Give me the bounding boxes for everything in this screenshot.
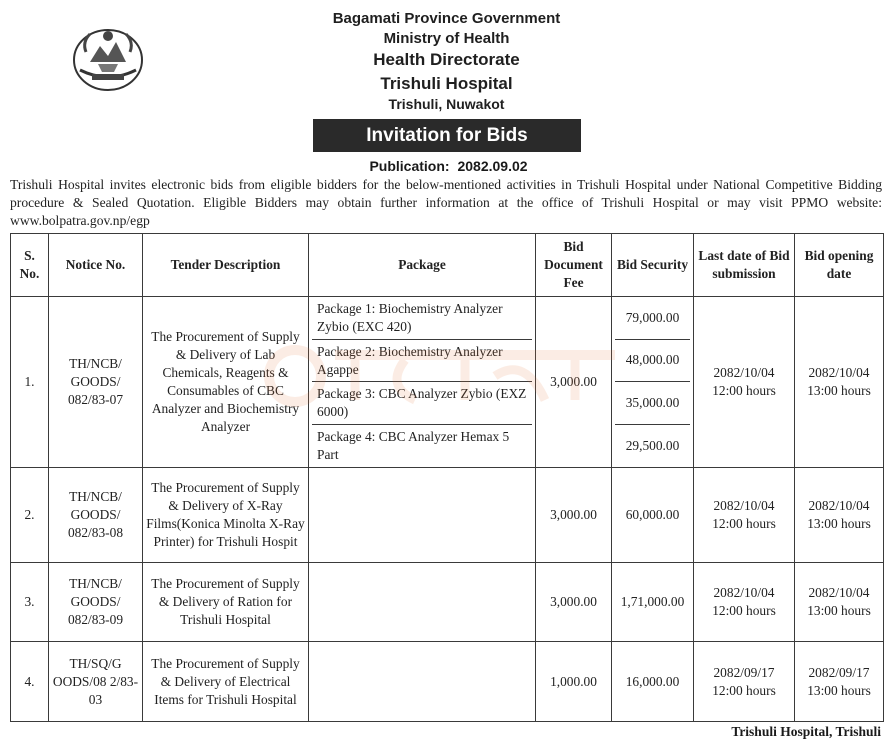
- intro-paragraph: Trishuli Hospital invites electronic bids from eligible bidders for the below-mentioned activities in Trishuli Hospital under National Competitive Bidding procedure & Sealed Quotation. Eligible Bidders may obtain further information at the office of Trishuli Hospital or may visit PPMO website: www.bolpatra.gov.np/egp: [10, 177, 882, 228]
- footer-signature: Trishuli Hospital, Trishuli: [731, 724, 881, 739]
- row-desc: The Procurement of Supply & Delivery of Electrical Items for Trishuli Hospital: [143, 642, 309, 722]
- open-time: 13:00 hours: [807, 603, 871, 618]
- open-date: 2082/10/04: [808, 585, 870, 600]
- province-name: Bagamati Province Government: [332, 10, 561, 27]
- security-item: 48,000.00: [615, 340, 690, 383]
- package-item: Package 3: CBC Analyzer Zybio (EXZ 6000): [312, 382, 532, 425]
- header-security: Bid Security: [612, 234, 694, 297]
- row-last-date: [694, 563, 795, 642]
- header-desc: Tender Description: [143, 234, 309, 297]
- header-opening: Bid opening date: [795, 234, 884, 297]
- row-sn: 1.: [11, 297, 49, 468]
- last-date: 2082/10/04: [713, 498, 775, 513]
- row-last-date: [694, 468, 795, 563]
- row-sn: 3.: [11, 563, 49, 642]
- row-fee: 3,000.00: [536, 468, 612, 563]
- last-time: 12:00 hours: [712, 603, 776, 618]
- row-notice: TH/NCB/ GOODS/ 082/83-07: [49, 297, 143, 468]
- row-security: 1,71,000.00: [612, 563, 694, 642]
- hospital-name: Trishuli Hospital: [380, 74, 513, 93]
- open-time: 13:00 hours: [807, 682, 871, 698]
- row-notice: TH/SQ/G OODS/08 2/83-03: [49, 642, 143, 722]
- table-row: [11, 642, 884, 722]
- package-item: Package 1: Biochemistry Analyzer Zybio (EXC 420): [312, 297, 532, 340]
- row-packages: [309, 297, 536, 468]
- row-package-empty: [309, 642, 536, 722]
- row-opening: [795, 297, 884, 468]
- package-item: Package 2: Biochemistry Analyzer Agappe: [312, 340, 532, 383]
- row-desc: The Procurement of Supply & Delivery of Lab Chemicals, Reagents & Consumables of CBC Analyzer and Biochemistry Analyzer: [143, 297, 309, 468]
- row-package-empty: [309, 468, 536, 563]
- publication-label: Publication:: [369, 158, 450, 174]
- open-date: 2082/09/17: [808, 664, 870, 680]
- row-notice: TH/NCB/ GOODS/ 082/83-09: [49, 563, 143, 642]
- header-notice: Notice No.: [49, 234, 143, 297]
- bids-table: [10, 233, 884, 722]
- row-sn: 2.: [11, 468, 49, 563]
- last-date: 2082/09/17: [713, 664, 775, 680]
- row-security: 16,000.00: [612, 642, 694, 722]
- header-sn: S. No.: [11, 234, 49, 297]
- row-security: 60,000.00: [612, 468, 694, 563]
- last-time: 12:00 hours: [712, 682, 776, 698]
- row-notice: TH/NCB/ GOODS/ 082/83-08: [49, 468, 143, 563]
- publication-line: [0, 158, 893, 174]
- last-date: 2082/10/04: [713, 365, 775, 380]
- row-desc: The Procurement of Supply & Delivery of Ration for Trishuli Hospital: [143, 563, 309, 642]
- row-fee: 1,000.00: [536, 642, 612, 722]
- row-package-empty: [309, 563, 536, 642]
- row-fee: 3,000.00: [536, 297, 612, 468]
- header-last-date: Last date of Bid submission: [694, 234, 795, 297]
- open-time: 13:00 hours: [807, 383, 871, 398]
- row-last-date: [694, 642, 795, 722]
- directorate-name: Health Directorate: [373, 50, 520, 69]
- table-row: [11, 297, 884, 468]
- table-row: [11, 468, 884, 563]
- security-item: 35,000.00: [615, 382, 690, 425]
- header-package: Package: [309, 234, 536, 297]
- row-last-date: [694, 297, 795, 468]
- row-sn: 4.: [11, 642, 49, 722]
- hospital-address: Trishuli, Nuwakot: [388, 96, 505, 112]
- header-fee: Bid Document Fee: [536, 234, 612, 297]
- table-header-row: [11, 234, 884, 297]
- ministry-name: Ministry of Health: [383, 30, 510, 47]
- security-item: 79,000.00: [615, 297, 690, 340]
- row-fee: 3,000.00: [536, 563, 612, 642]
- table-row: [11, 563, 884, 642]
- page-title: Invitation for Bids: [313, 119, 581, 152]
- row-securities: [612, 297, 694, 468]
- row-desc: The Procurement of Supply & Delivery of X-Ray Films(Konica Minolta X-Ray Printer) for Trishuli Hospit: [143, 468, 309, 563]
- row-opening: [795, 468, 884, 563]
- last-time: 12:00 hours: [712, 516, 776, 531]
- last-time: 12:00 hours: [712, 383, 776, 398]
- package-item: Package 4: CBC Analyzer Hemax 5 Part: [317, 428, 510, 462]
- open-time: 13:00 hours: [807, 516, 871, 531]
- security-item: 29,500.00: [625, 437, 680, 453]
- row-opening: [795, 642, 884, 722]
- row-opening: [795, 563, 884, 642]
- publication-date: 2082.09.02: [457, 158, 528, 174]
- last-date: 2082/10/04: [713, 585, 775, 600]
- open-date: 2082/10/04: [808, 498, 870, 513]
- open-date: 2082/10/04: [808, 365, 870, 380]
